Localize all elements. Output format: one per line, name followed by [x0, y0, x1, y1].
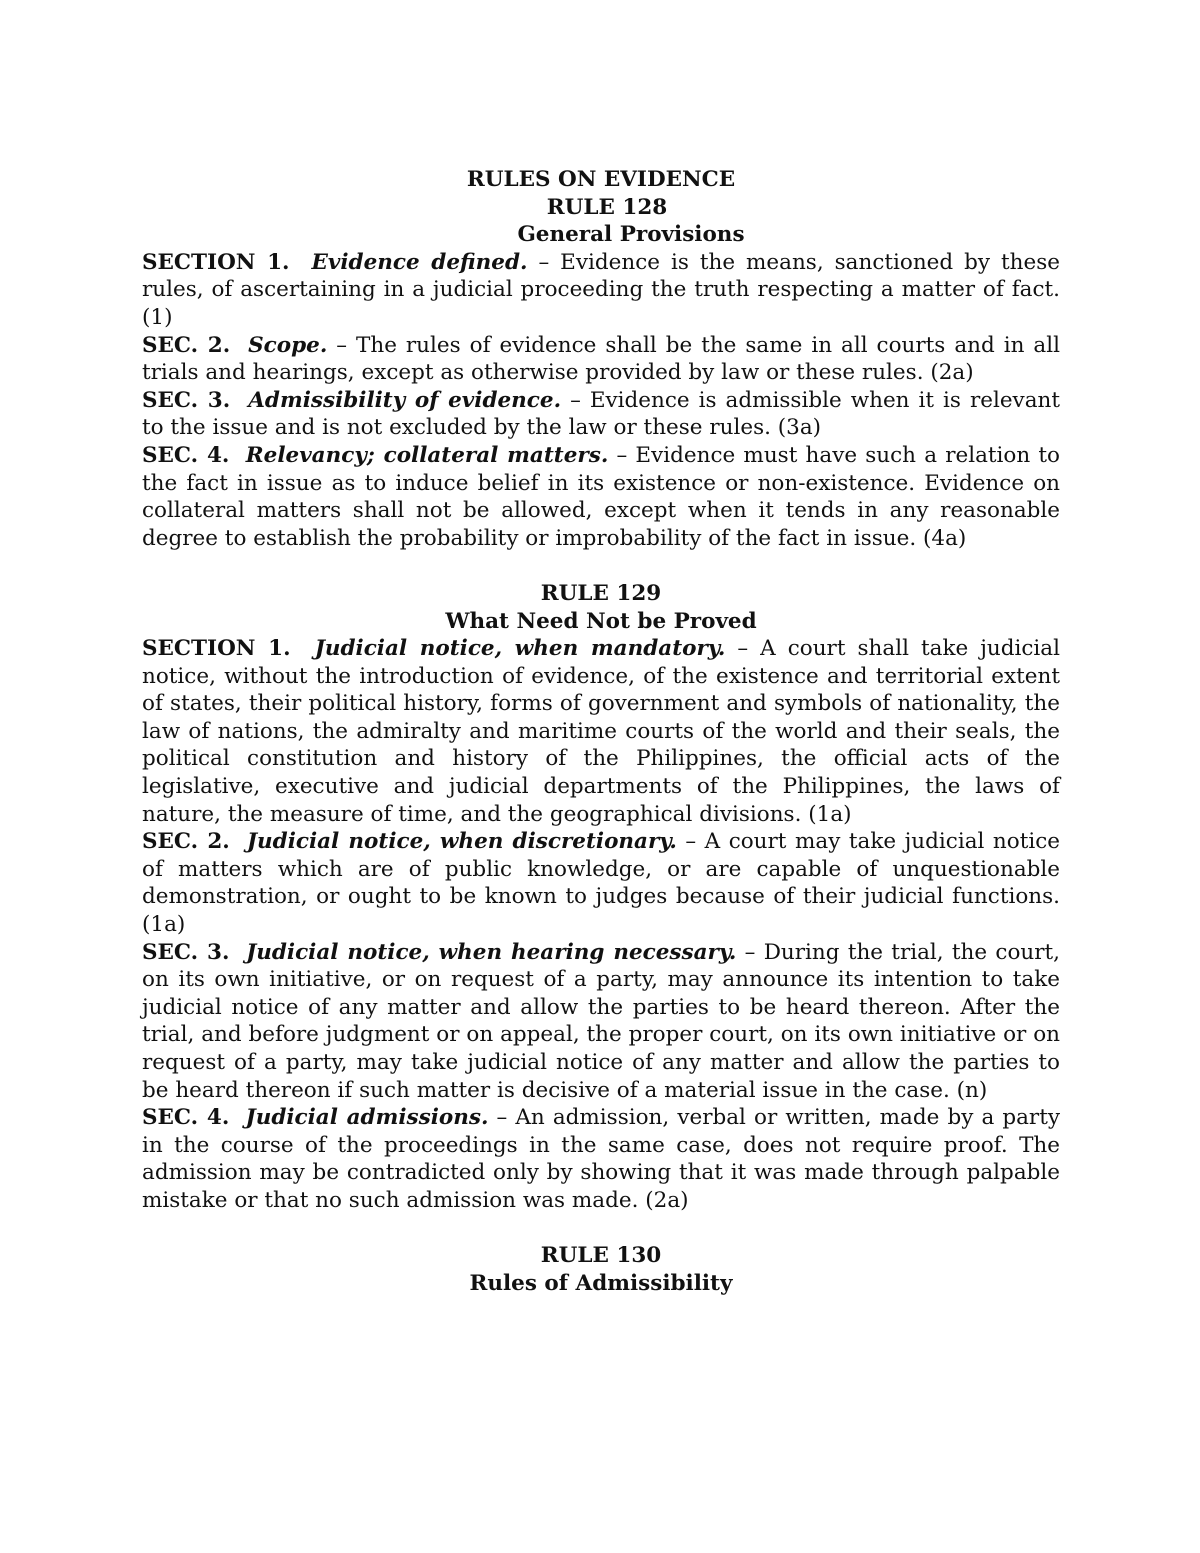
- section-label: SEC. 3.: [142, 387, 231, 413]
- section-heading: Judicial notice, when discretionary.: [246, 829, 677, 855]
- section-label: SEC. 2.: [142, 332, 231, 358]
- section-heading: Evidence defined.: [311, 249, 528, 275]
- rule-128-section-1: [142, 249, 1060, 332]
- spacer: [142, 1215, 1060, 1243]
- section-heading: Admissibility of evidence.: [248, 387, 562, 413]
- section-text: – An admission, verbal or written, made by a party in the course of the proceedings in the same case, does not require proof. The admission may be contradicted only by showing that it was made through palpable mistake or that no such admission was made. (2a): [142, 1105, 1060, 1213]
- section-heading: Judicial notice, when mandatory.: [314, 636, 726, 662]
- section-text: – The rules of evidence shall be the same in all courts and in all trials and hearings, except as otherwise provided by law or these rules. (2a): [142, 332, 1060, 386]
- rule-128-section-4: [142, 442, 1060, 552]
- document-page: [142, 166, 1060, 1297]
- section-text: – Evidence is admissible when it is relevant to the issue and is not excluded by the law or these rules. (3a): [142, 387, 1060, 441]
- section-label: SEC. 4.: [142, 1105, 230, 1131]
- rule-130-name: Rules of Admissibility: [469, 1270, 733, 1296]
- section-heading: Judicial notice, when hearing necessary.: [246, 939, 737, 965]
- rule-128-number: RULE 128: [546, 194, 668, 220]
- rule-128-section-2: [142, 332, 1060, 387]
- section-text: – A court shall take judicial notice, without the introduction of evidence, of the existence and territorial extent of states, their political history, forms of government and symbols of nationality, the law of nations, the admiralty and maritime courts of the world and their seals, the political constitution and history of the Philippines, the official acts of the legislative, executive and judicial departments of the Philippines, the laws of nature, the measure of time, and the geographical divisions. (1a): [142, 636, 1061, 827]
- rule-129-name: What Need Not be Proved: [445, 608, 757, 634]
- section-text: – During the trial, the court, on its own initiative, or on request of a party, may announce its intention to take judicial notice of any matter and allow the parties to be heard thereon. After the trial, and before judgment or on appeal, the proper court, on its own initiative or on request of a party, may take judicial notice of any matter and allow the parties to be heard thereon if such matter is decisive of a material issue in the case. (n): [142, 939, 1060, 1103]
- section-label: SECTION 1.: [142, 249, 290, 275]
- rule-128-section-3: [142, 387, 1060, 442]
- rule-130-number: RULE 130: [540, 1243, 662, 1269]
- section-text: – Evidence is the means, sanctioned by these rules, of ascertaining in a judicial proceeding the truth respecting a matter of fact. (1): [142, 249, 1060, 330]
- rule-129-section-2: [142, 828, 1060, 938]
- rule-129-section-4: [142, 1104, 1060, 1214]
- section-label: SEC. 2.: [142, 829, 230, 855]
- document-title: RULES ON EVIDENCE: [466, 167, 736, 192]
- section-text: – A court may take judicial notice of matters which are of public knowledge, or are capable of unquestionable demonstration, or ought to be known to judges because of their judicial functions. (1a): [142, 829, 1060, 938]
- rule-129-number: RULE 129: [540, 580, 662, 606]
- rule-128-name: General Provisions: [517, 222, 745, 248]
- rule-129-section-3: [142, 939, 1060, 1105]
- section-heading: Scope.: [248, 332, 328, 358]
- section-heading: Judicial admissions.: [245, 1105, 489, 1131]
- section-label: SECTION 1.: [142, 636, 291, 662]
- rule-129-section-1: [142, 635, 1060, 828]
- section-label: SEC. 3.: [142, 939, 230, 965]
- spacer: [142, 552, 1060, 580]
- section-heading: Relevancy; collateral matters.: [245, 442, 609, 468]
- section-label: SEC. 4.: [142, 442, 230, 468]
- section-text: – Evidence must have such a relation to the fact in issue as to induce belief in its existence or non-existence. Evidence on collateral matters shall not be allowed, except when it tends in any reasonable degree to establish the probability or improbability of the fact in issue. (4a): [142, 442, 1060, 551]
